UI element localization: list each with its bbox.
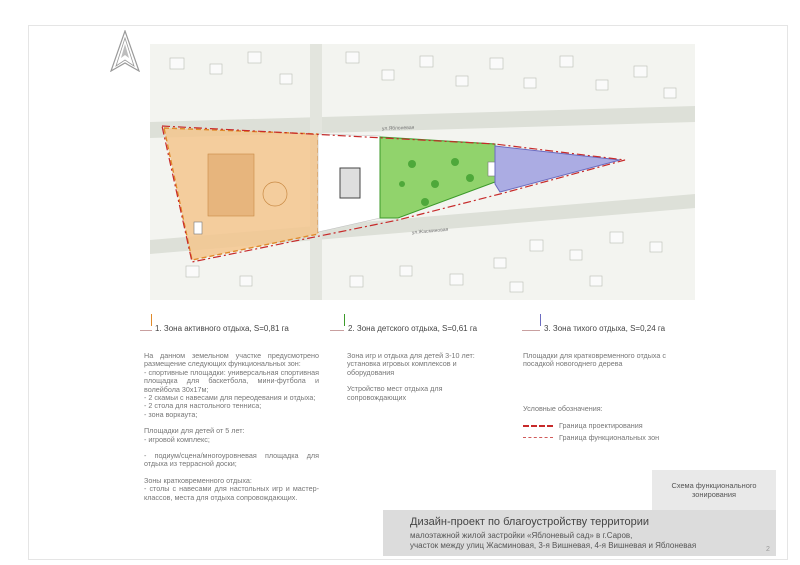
leader-line xyxy=(522,330,540,331)
zone-1-label xyxy=(155,324,289,333)
col1-item: - спортивные площадки: универсальная спортивная площадка для баскетбола, мини-футбола и волейбола 30х17м; xyxy=(144,367,319,394)
zone-3-label xyxy=(544,324,665,333)
zone-2-description xyxy=(347,352,487,410)
page-number: 2 xyxy=(766,546,770,553)
zone-1-description xyxy=(144,352,319,510)
zone-2-text: 2. Зона детского отдыха, S=0,61 га xyxy=(348,324,478,333)
street-bottom-label: ул.Жасминовая xyxy=(411,226,449,236)
zone-3-text: 3. Зона тихого отдыха, S=0,24 га xyxy=(544,324,666,333)
col1-short-text: - столы с навесами для настольных игр и мастер-классов, места для отдыха сопровождающих. xyxy=(144,484,319,502)
logo-icon xyxy=(108,30,142,72)
zone-2-label xyxy=(348,324,477,333)
subtitle-line: участок между улиц Жасминовая, 3-я Вишневая, 4-я Вишневая и Яблоневая xyxy=(410,540,697,550)
project-subtitle xyxy=(410,531,696,550)
sheet-name-box xyxy=(652,470,776,510)
col2-p2: Устройство мест отдыха для сопровождающих xyxy=(347,384,443,402)
project-title: Дизайн-проект по благоустройству территории xyxy=(410,516,650,528)
street-top-label: ул.Яблоневая xyxy=(381,124,415,132)
legend-item xyxy=(523,421,703,430)
col3-p1: Площадки для кратковременного отдыха с посадкой новогоднего дерева xyxy=(523,351,666,369)
legend-item-label: Граница проектирования xyxy=(559,421,643,430)
col1-podium: - подиум/сцена/многоуровневая площадка для отдыха из террасной доски; xyxy=(144,451,319,469)
zone-boundary-swatch xyxy=(523,437,553,438)
legend-item xyxy=(523,433,703,442)
leader-line xyxy=(140,330,152,331)
col1-intro: На данном земельном участке предусмотрено размещение следующих функциональных зон: xyxy=(144,351,319,369)
legend-title: Условные обозначения: xyxy=(523,404,603,413)
site-plan xyxy=(150,44,695,300)
col1-item: - 2 скамьи с навесами для переодевания и отдыха; xyxy=(144,393,316,403)
zone-3-description xyxy=(523,352,678,377)
sheet-name-line: зонирования xyxy=(691,490,736,499)
col1-kids-title: Площадки для детей от 5 лет: xyxy=(144,426,245,436)
subtitle-line: малоэтажной жилой застройки «Яблоневый сад» в г.Саров, xyxy=(410,531,633,540)
legend-item-label: Граница функциональных зон xyxy=(559,433,660,442)
design-boundary-swatch xyxy=(523,425,553,427)
col1-item: - 2 стола для настольного тенниса; xyxy=(144,401,262,411)
leader-line xyxy=(330,330,344,331)
sheet-name-line: Схема функционального xyxy=(671,481,757,490)
col1-item: - зона воркаута; xyxy=(144,409,198,419)
col1-short-title: Зоны кратковременного отдыха: xyxy=(144,475,252,485)
col2-p1: Зона игр и отдыха для детей 3-10 лет: установка игровых комплексов и оборудования xyxy=(347,351,475,377)
zone-1-text: 1. Зона активного отдыха, S=0,81 га xyxy=(155,324,289,333)
col1-kids-item: - игровой комплекс; xyxy=(144,434,210,444)
legend xyxy=(523,404,703,445)
